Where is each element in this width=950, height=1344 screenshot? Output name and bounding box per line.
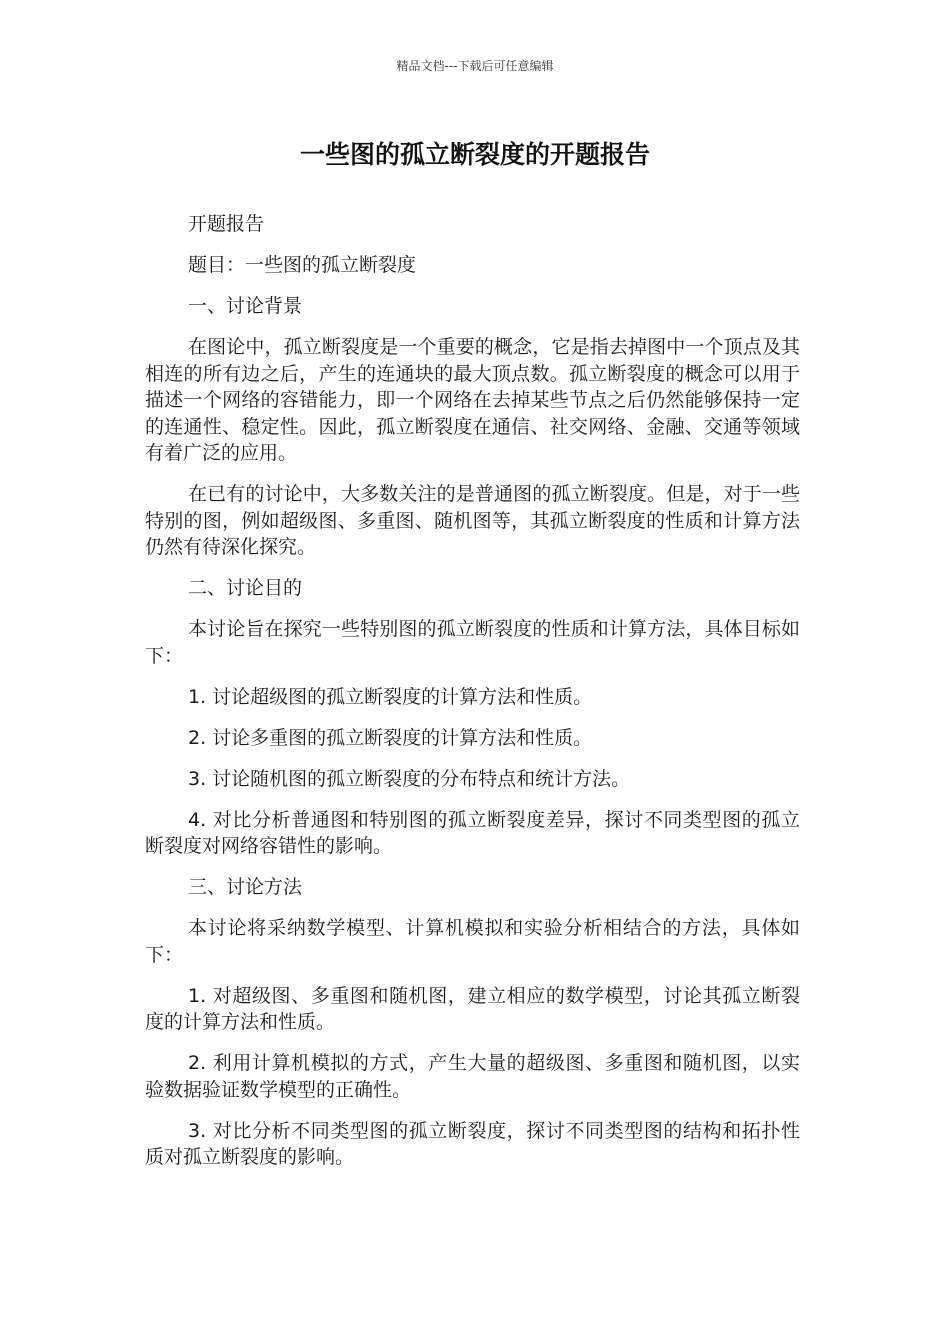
purpose-item-3: 3. 讨论随机图的孤立断裂度的分布特点和统计方法。 bbox=[188, 767, 631, 790]
header-note: 精品文档---下载后可任意编辑 bbox=[396, 59, 554, 73]
section-heading-background: 一、讨论背景 bbox=[188, 295, 303, 317]
document-body bbox=[145, 211, 800, 1185]
purpose-item-1: 1. 讨论超级图的孤立断裂度的计算方法和性质。 bbox=[188, 685, 593, 708]
method-item-3: 3. 对比分析不同类型图的孤立断裂度，探讨不同类型图的结构和拓扑性质对孤立断裂度的影响。 bbox=[145, 1119, 800, 1168]
method-item-1: 1. 对超级图、多重图和随机图，建立相应的数学模型，讨论其孤立断裂度的计算方法和性质。 bbox=[145, 984, 800, 1033]
method-intro: 本讨论将采纳数学模型、计算机模拟和实验分析相结合的方法，具体如下： bbox=[145, 917, 800, 966]
purpose-item-4: 4. 对比分析普通图和特别图的孤立断裂度差异，探讨不同类型图的孤立断裂度对网络容错性的影响。 bbox=[145, 808, 800, 857]
purpose-intro: 本讨论旨在探究一些特别图的孤立断裂度的性质和计算方法，具体目标如下： bbox=[145, 618, 800, 667]
purpose-item-2: 2. 讨论多重图的孤立断裂度的计算方法和性质。 bbox=[188, 726, 593, 749]
subtitle-report: 开题报告 bbox=[188, 213, 265, 235]
method-item-2: 2. 利用计算机模拟的方式，产生大量的超级图、多重图和随机图，以实验数据验证数学模型的正确性。 bbox=[145, 1052, 800, 1101]
document-title: 一些图的孤立断裂度的开题报告 bbox=[299, 140, 650, 169]
background-paragraph-1: 在图论中，孤立断裂度是一个重要的概念，它是指去掉图中一个顶点及其相连的所有边之后，产生的连通块的最大顶点数。孤立断裂度的概念可以用于描述一个网络的容错能力，即一个网络在去掉某些节点之后仍然能够保持一定的连通性、稳定性。因此，孤立断裂度在通信、社交网络、金融、交通等领域有着广泛的应用。 bbox=[145, 336, 800, 464]
section-heading-purpose: 二、讨论目的 bbox=[188, 577, 303, 599]
background-paragraph-2: 在已有的讨论中，大多数关注的是普通图的孤立断裂度。但是，对于一些特别的图，例如超级图、多重图、随机图等，其孤立断裂度的性质和计算方法仍然有待深化探究。 bbox=[145, 483, 800, 558]
topic-line: 题目：一些图的孤立断裂度 bbox=[188, 254, 417, 276]
section-heading-method: 三、讨论方法 bbox=[188, 876, 303, 898]
